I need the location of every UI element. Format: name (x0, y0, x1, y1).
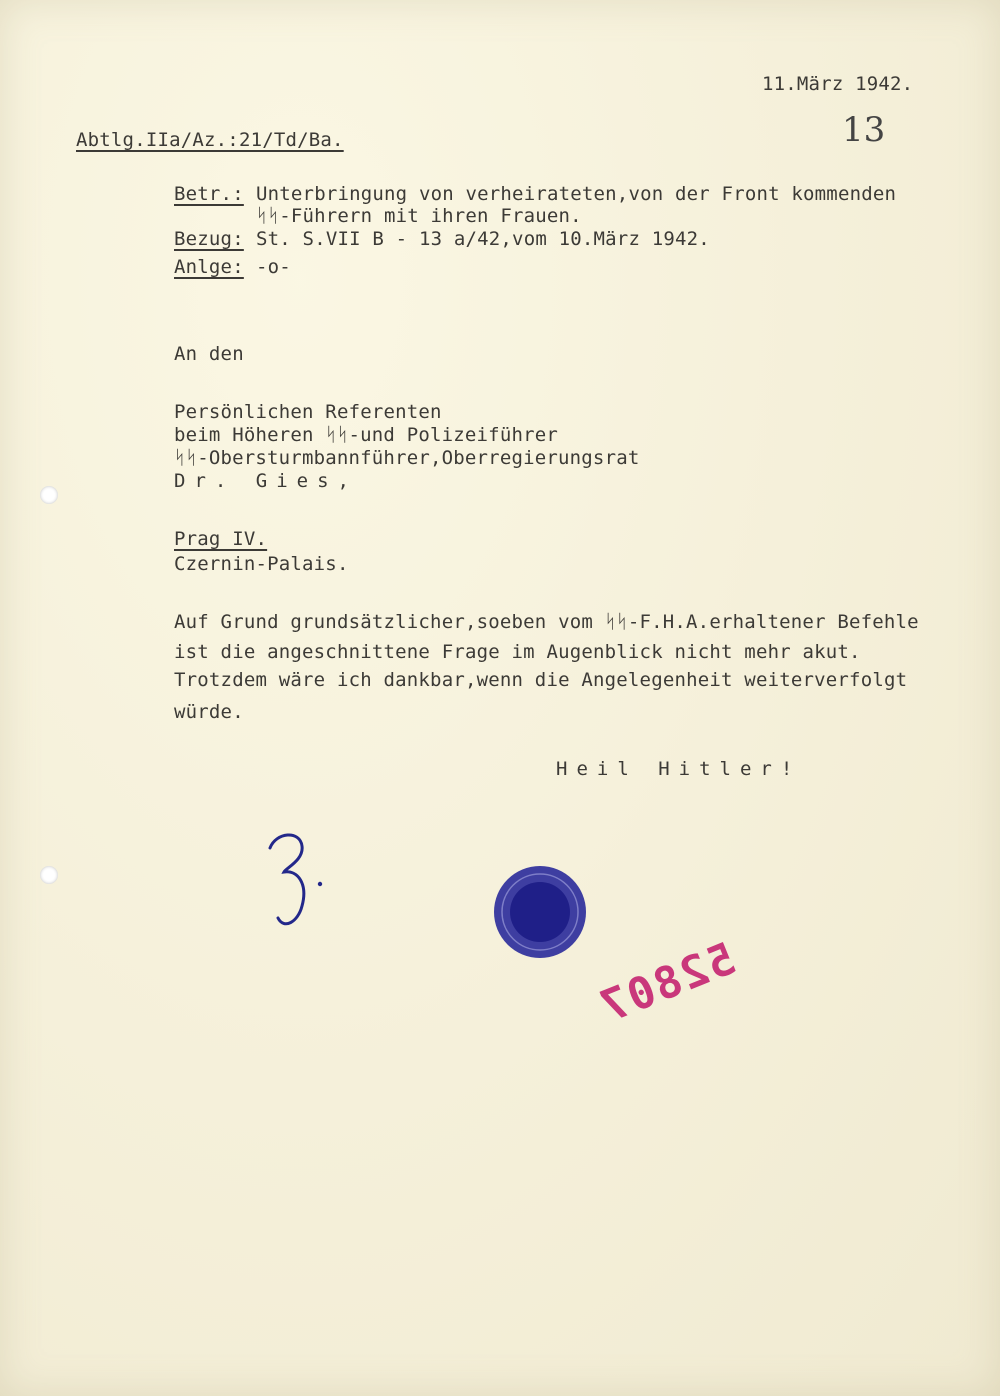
address-line-1: Persönlichen Referenten (174, 401, 442, 423)
archive-number-stamp: 52807 (591, 933, 743, 1034)
punch-hole-top (40, 486, 58, 504)
handwritten-initial (262, 826, 332, 936)
subject-line-2: ᛋᛋ-Führern mit ihren Frauen. (256, 205, 582, 227)
closing-line: Heil Hitler! (556, 758, 802, 780)
round-seal-stamp (490, 862, 590, 962)
punch-hole-bottom (40, 866, 58, 884)
attachment-text: -o- (256, 256, 291, 278)
body-line-3: Trotzdem wäre ich dankbar,wenn die Angelegenheit weiterverfolgt (174, 669, 908, 691)
attachment-label: Anlge: (174, 256, 244, 278)
reference-label: Bezug: (174, 228, 244, 250)
subject-label: Betr.: (174, 183, 244, 205)
address-line-4: Dr. Gies, (174, 470, 358, 492)
address-city: Prag IV. (174, 528, 268, 550)
document-date: 11.März 1942. (762, 73, 914, 95)
body-line-1: Auf Grund grundsätzlicher,soeben vom ᛋᛋ-F.H.A.erhaltener Befehle (174, 611, 919, 633)
address-salutation: An den (174, 343, 244, 365)
body-line-2: ist die angeschnittene Frage im Augenblick nicht mehr akut. (174, 641, 861, 663)
body-line-4: würde. (174, 701, 244, 723)
address-line-2: beim Höheren ᛋᛋ-und Polizeiführer (174, 424, 559, 446)
address-line-3: ᛋᛋ-Obersturmbannführer,Oberregierungsrat (174, 447, 640, 469)
reference-code: Abtlg.IIa/Az.:21/Td/Ba. (76, 129, 344, 151)
reference-text: St. S.VII B - 13 a/42,vom 10.März 1942. (256, 228, 710, 250)
address-building: Czernin-Palais. (174, 553, 349, 575)
subject-line-1: Unterbringung von verheirateten,von der Front kommenden (256, 183, 897, 205)
folio-number: 13 (842, 110, 886, 150)
